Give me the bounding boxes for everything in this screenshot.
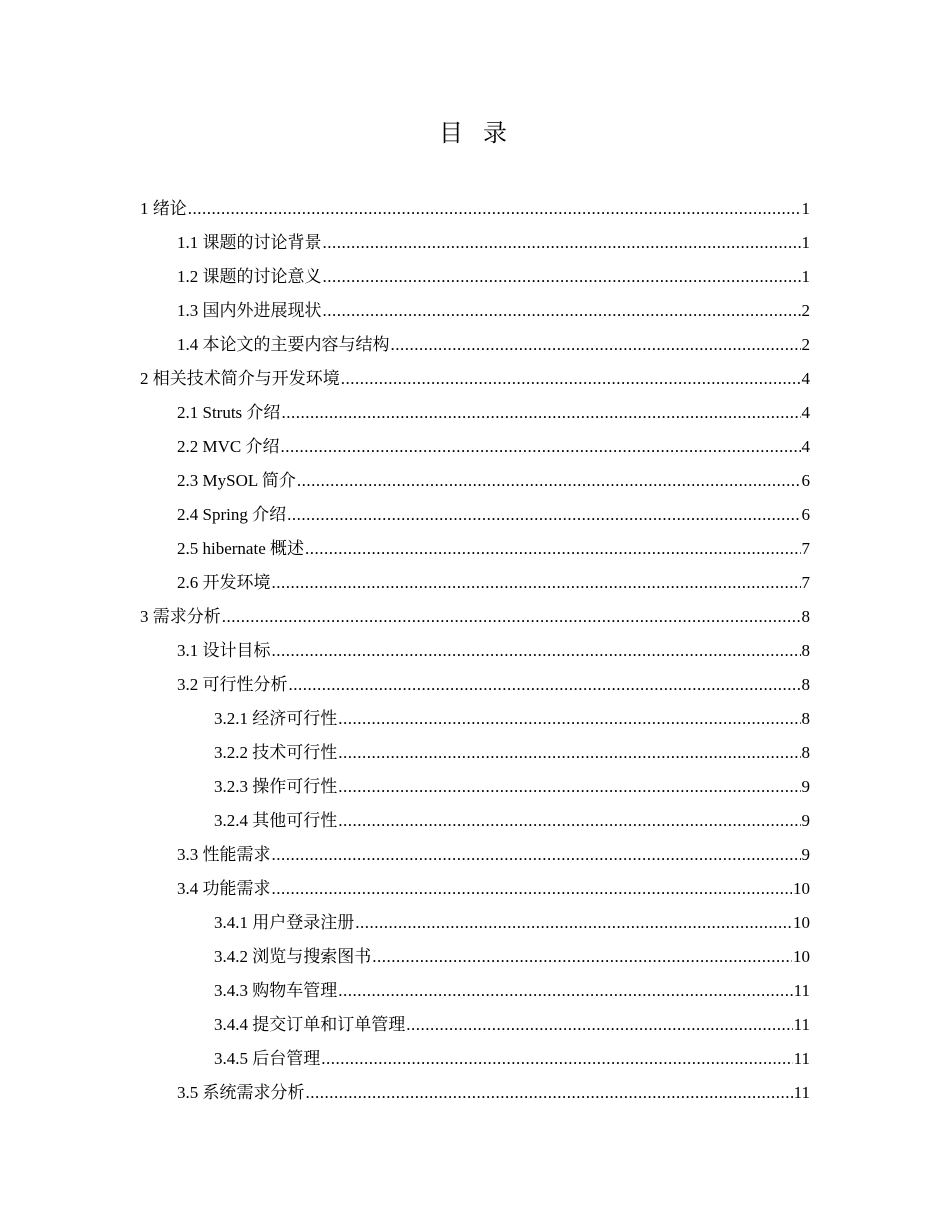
toc-entry-label: 其他可行性: [252, 811, 338, 830]
toc-entry[interactable]: [140, 668, 810, 702]
dot-leader: [341, 362, 801, 396]
toc-entry-number: 3.2.1: [214, 709, 248, 728]
dot-leader: [272, 872, 793, 906]
toc-entry-label: 操作可行性: [252, 777, 338, 796]
toc-entry-number: 1.1: [177, 233, 199, 252]
toc-entry-page-number: 2: [801, 335, 810, 354]
toc-entry-label: 设计目标: [202, 641, 271, 660]
toc-entry-number: 3.4.3: [214, 981, 248, 1000]
dot-leader: [355, 906, 792, 940]
table-of-contents: [140, 192, 810, 1110]
toc-entry-label: 功能需求: [202, 879, 271, 898]
dot-leader: [297, 464, 801, 498]
toc-entry-page-number: 4: [801, 369, 810, 388]
dot-leader: [281, 396, 800, 430]
toc-entry-label: 课题的讨论背景: [202, 233, 322, 252]
toc-entry-number: 3.1: [177, 641, 199, 660]
toc-entry-page-number: 11: [793, 1049, 810, 1068]
toc-entry[interactable]: [140, 464, 810, 498]
toc-entry-label: 本论文的主要内容与结构: [202, 335, 390, 354]
toc-entry-label: hibernate 概述: [202, 539, 304, 558]
toc-entry-number: 1: [140, 199, 149, 218]
toc-entry-page-number: 7: [801, 539, 810, 558]
toc-entry-label: 购物车管理: [252, 981, 338, 1000]
toc-entry-label: MVC 介绍: [202, 437, 280, 456]
toc-entry-page-number: 6: [801, 505, 810, 524]
toc-entry[interactable]: [140, 396, 810, 430]
toc-entry-page-number: 8: [801, 641, 810, 660]
toc-entry[interactable]: [140, 940, 810, 974]
toc-entry-number: 3.3: [177, 845, 199, 864]
toc-entry-page-number: 9: [801, 845, 810, 864]
dot-leader: [272, 838, 801, 872]
toc-entry-page-number: 1: [801, 267, 810, 286]
toc-entry[interactable]: [140, 702, 810, 736]
dot-leader: [222, 600, 801, 634]
toc-entry[interactable]: [140, 838, 810, 872]
dot-leader: [272, 566, 801, 600]
toc-entry-number: 3.2.2: [214, 743, 248, 762]
toc-entry-page-number: 10: [793, 947, 810, 966]
toc-entry[interactable]: [140, 906, 810, 940]
toc-entry-page-number: 8: [801, 743, 810, 762]
dot-leader: [188, 192, 801, 226]
toc-entry-number: 2.4: [177, 505, 199, 524]
dot-leader: [305, 532, 801, 566]
toc-entry-label: 相关技术简介与开发环境: [152, 369, 340, 388]
toc-entry-page-number: 11: [793, 981, 810, 1000]
toc-entry-number: 2.5: [177, 539, 199, 558]
toc-entry-label: 经济可行性: [252, 709, 338, 728]
toc-entry[interactable]: [140, 226, 810, 260]
toc-entry[interactable]: [140, 1042, 810, 1076]
toc-entry-label: 绪论: [152, 199, 187, 218]
page-title: 目 录: [439, 121, 511, 147]
dot-leader: [406, 1008, 792, 1042]
dot-leader: [372, 940, 792, 974]
toc-entry[interactable]: [140, 804, 810, 838]
toc-entry-number: 2.1: [177, 403, 199, 422]
toc-entry-number: 3: [140, 607, 149, 626]
toc-entry-number: 3.2.3: [214, 777, 248, 796]
toc-entry-label: Spring 介绍: [202, 505, 287, 524]
toc-entry-label: 性能需求: [202, 845, 271, 864]
toc-entry[interactable]: [140, 600, 810, 634]
dot-leader: [338, 974, 792, 1008]
dot-leader: [338, 736, 800, 770]
toc-entry[interactable]: [140, 872, 810, 906]
toc-entry-page-number: 1: [801, 233, 810, 252]
toc-entry-number: 1.3: [177, 301, 199, 320]
toc-entry-number: 3.4.1: [214, 913, 248, 932]
dot-leader: [323, 294, 801, 328]
toc-entry[interactable]: [140, 634, 810, 668]
toc-entry[interactable]: [140, 328, 810, 362]
toc-entry-page-number: 7: [801, 573, 810, 592]
toc-entry-page-number: 2: [801, 301, 810, 320]
toc-entry-number: 1.4: [177, 335, 199, 354]
toc-entry-label: 国内外进展现状: [202, 301, 322, 320]
toc-entry-number: 3.5: [177, 1083, 199, 1102]
toc-entry[interactable]: [140, 736, 810, 770]
toc-entry-label: 提交订单和订单管理: [252, 1015, 406, 1034]
toc-entry-label: MySOL 简介: [202, 471, 296, 490]
toc-entry-number: 1.2: [177, 267, 199, 286]
toc-entry-number: 2: [140, 369, 149, 388]
dot-leader: [272, 634, 801, 668]
dot-leader: [289, 668, 801, 702]
dot-leader: [338, 702, 800, 736]
toc-entry-number: 3.4.4: [214, 1015, 248, 1034]
toc-entry[interactable]: [140, 1008, 810, 1042]
toc-entry[interactable]: [140, 294, 810, 328]
dot-leader: [280, 430, 800, 464]
toc-entry-page-number: 10: [793, 913, 810, 932]
dot-leader: [321, 1042, 792, 1076]
dot-leader: [338, 770, 800, 804]
toc-entry[interactable]: [140, 430, 810, 464]
toc-entry-label: 用户登录注册: [252, 913, 355, 932]
toc-entry-number: 3.4.5: [214, 1049, 248, 1068]
toc-entry-label: 开发环境: [202, 573, 271, 592]
toc-entry-number: 2.6: [177, 573, 199, 592]
toc-entry-page-number: 8: [801, 675, 810, 694]
toc-entry-number: 3.2: [177, 675, 199, 694]
toc-entry-label: 课题的讨论意义: [202, 267, 322, 286]
toc-entry-label: 可行性分析: [202, 675, 288, 694]
toc-entry-page-number: 9: [801, 777, 810, 796]
toc-entry-number: 3.4: [177, 879, 199, 898]
toc-entry-page-number: 11: [793, 1015, 810, 1034]
toc-entry-page-number: 8: [801, 607, 810, 626]
dot-leader: [323, 226, 801, 260]
dot-leader: [306, 1076, 793, 1110]
toc-entry[interactable]: [140, 770, 810, 804]
toc-entry-page-number: 4: [801, 403, 810, 422]
toc-entry[interactable]: [140, 566, 810, 600]
toc-entry-label: 需求分析: [152, 607, 221, 626]
toc-entry-number: 2.3: [177, 471, 199, 490]
toc-entry[interactable]: [140, 974, 810, 1008]
toc-entry-page-number: 6: [801, 471, 810, 490]
toc-entry-page-number: 11: [793, 1083, 810, 1102]
toc-entry[interactable]: [140, 362, 810, 396]
toc-entry-number: 3.4.2: [214, 947, 248, 966]
toc-entry-page-number: 9: [801, 811, 810, 830]
dot-leader: [323, 260, 801, 294]
toc-entry-label: 技术可行性: [252, 743, 338, 762]
dot-leader: [338, 804, 800, 838]
toc-entry[interactable]: [140, 192, 810, 226]
toc-entry[interactable]: [140, 498, 810, 532]
toc-entry[interactable]: [140, 260, 810, 294]
toc-entry-page-number: 4: [801, 437, 810, 456]
toc-entry-page-number: 8: [801, 709, 810, 728]
toc-entry[interactable]: [140, 1076, 810, 1110]
toc-entry-page-number: 10: [793, 879, 810, 898]
toc-entry-label: 浏览与搜索图书: [252, 947, 372, 966]
toc-entry-number: 3.2.4: [214, 811, 248, 830]
toc-entry[interactable]: [140, 532, 810, 566]
dot-leader: [391, 328, 801, 362]
dot-leader: [287, 498, 800, 532]
toc-entry-label: 后台管理: [252, 1049, 321, 1068]
toc-entry-page-number: 1: [801, 199, 810, 218]
toc-entry-label: Struts 介绍: [202, 403, 281, 422]
toc-entry-label: 系统需求分析: [202, 1083, 305, 1102]
toc-entry-number: 2.2: [177, 437, 199, 456]
